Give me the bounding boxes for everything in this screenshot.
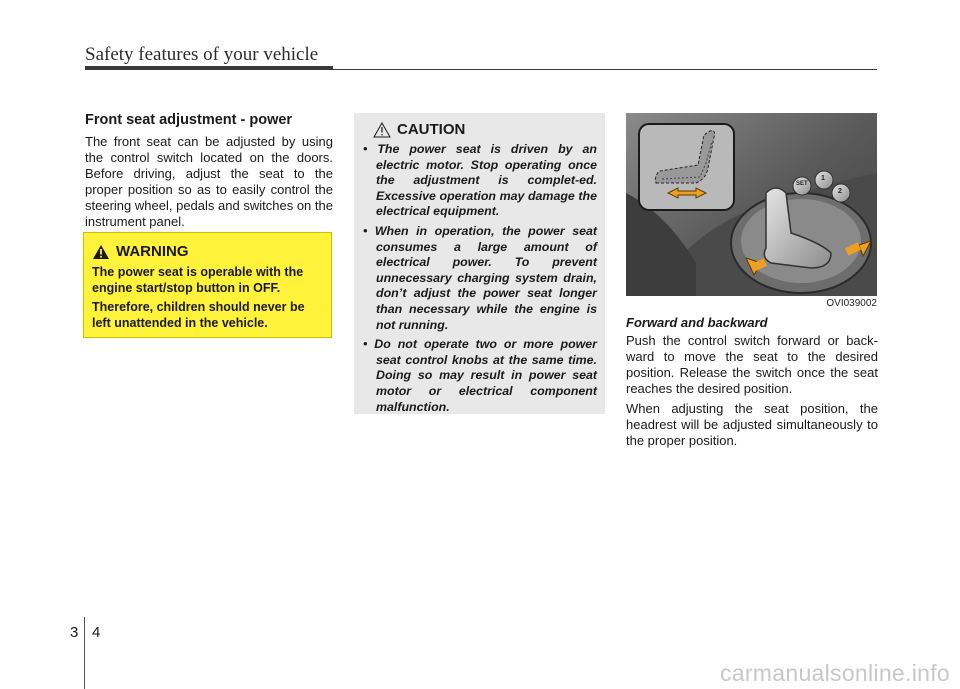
- watermark-text: carmanualsonline.info: [719, 660, 950, 686]
- caution-item: • Do not operate two or more power seat control knobs at the same time. Doing so may result in power seat motor or electrical component malfunction.: [363, 337, 597, 414]
- page-header-title: Safety features of your vehicle: [85, 44, 319, 65]
- warning-header: [92, 243, 323, 260]
- subheading: Forward and backward: [626, 315, 768, 330]
- caution-list: [363, 142, 597, 415]
- warning-box: [83, 232, 332, 338]
- warning-paragraph: The power seat is operable with the engine start/stop button in OFF.: [92, 265, 304, 295]
- caution-item: • The power seat is driven by an electric motor. Stop operating once the adjustment is complet-ed. Excessive operation may damage the electrical equipment.: [363, 142, 597, 219]
- body-paragraph: When adjusting the seat position, the headrest will be adjusted simultaneously to the proper position.: [626, 401, 878, 448]
- page-number: 4: [92, 624, 101, 641]
- seat-switch-illustration: [626, 113, 877, 311]
- header-rule-thick: [85, 66, 333, 70]
- memory-button-2-label: 2: [838, 188, 842, 195]
- caution-title: CAUTION: [397, 121, 466, 138]
- left-column: [85, 112, 333, 230]
- caution-box: [354, 113, 605, 414]
- caution-header: [373, 121, 597, 138]
- warning-paragraph: Therefore, children should never be left unattended in the vehicle.: [92, 300, 305, 330]
- body-paragraph: Push the control switch forward or back-ward to move the seat to the desired position. Release the switch once the seat reaches the desired position.: [626, 333, 878, 396]
- door-panel-drawing: [626, 113, 877, 311]
- chapter-number: 3: [70, 624, 79, 641]
- header-rule-thin: [333, 69, 877, 70]
- intro-paragraph: The front seat can be adjusted by using the control switch located on the doors. Before driving, adjust the seat to the proper position so as to easily control the steering wheel, pedals and switches on the instrument panel.: [85, 134, 333, 229]
- page-number-divider: [84, 617, 85, 689]
- caution-item: • When in operation, the power seat consumes a large amount of electrical power. To prevent unnecessary charging system drain, don’t adjust the power seat longer than necessary while the engine is not running.: [363, 223, 597, 332]
- section-heading: Front seat adjustment - power: [85, 112, 293, 128]
- memory-button-1-label: 1: [821, 175, 825, 182]
- warning-triangle-icon: [92, 244, 110, 260]
- warning-title: WARNING: [116, 243, 189, 260]
- figure-code: OVI039002: [626, 296, 877, 311]
- right-column: [626, 315, 878, 453]
- set-button-label: SET: [796, 181, 808, 187]
- caution-triangle-icon: [373, 122, 391, 138]
